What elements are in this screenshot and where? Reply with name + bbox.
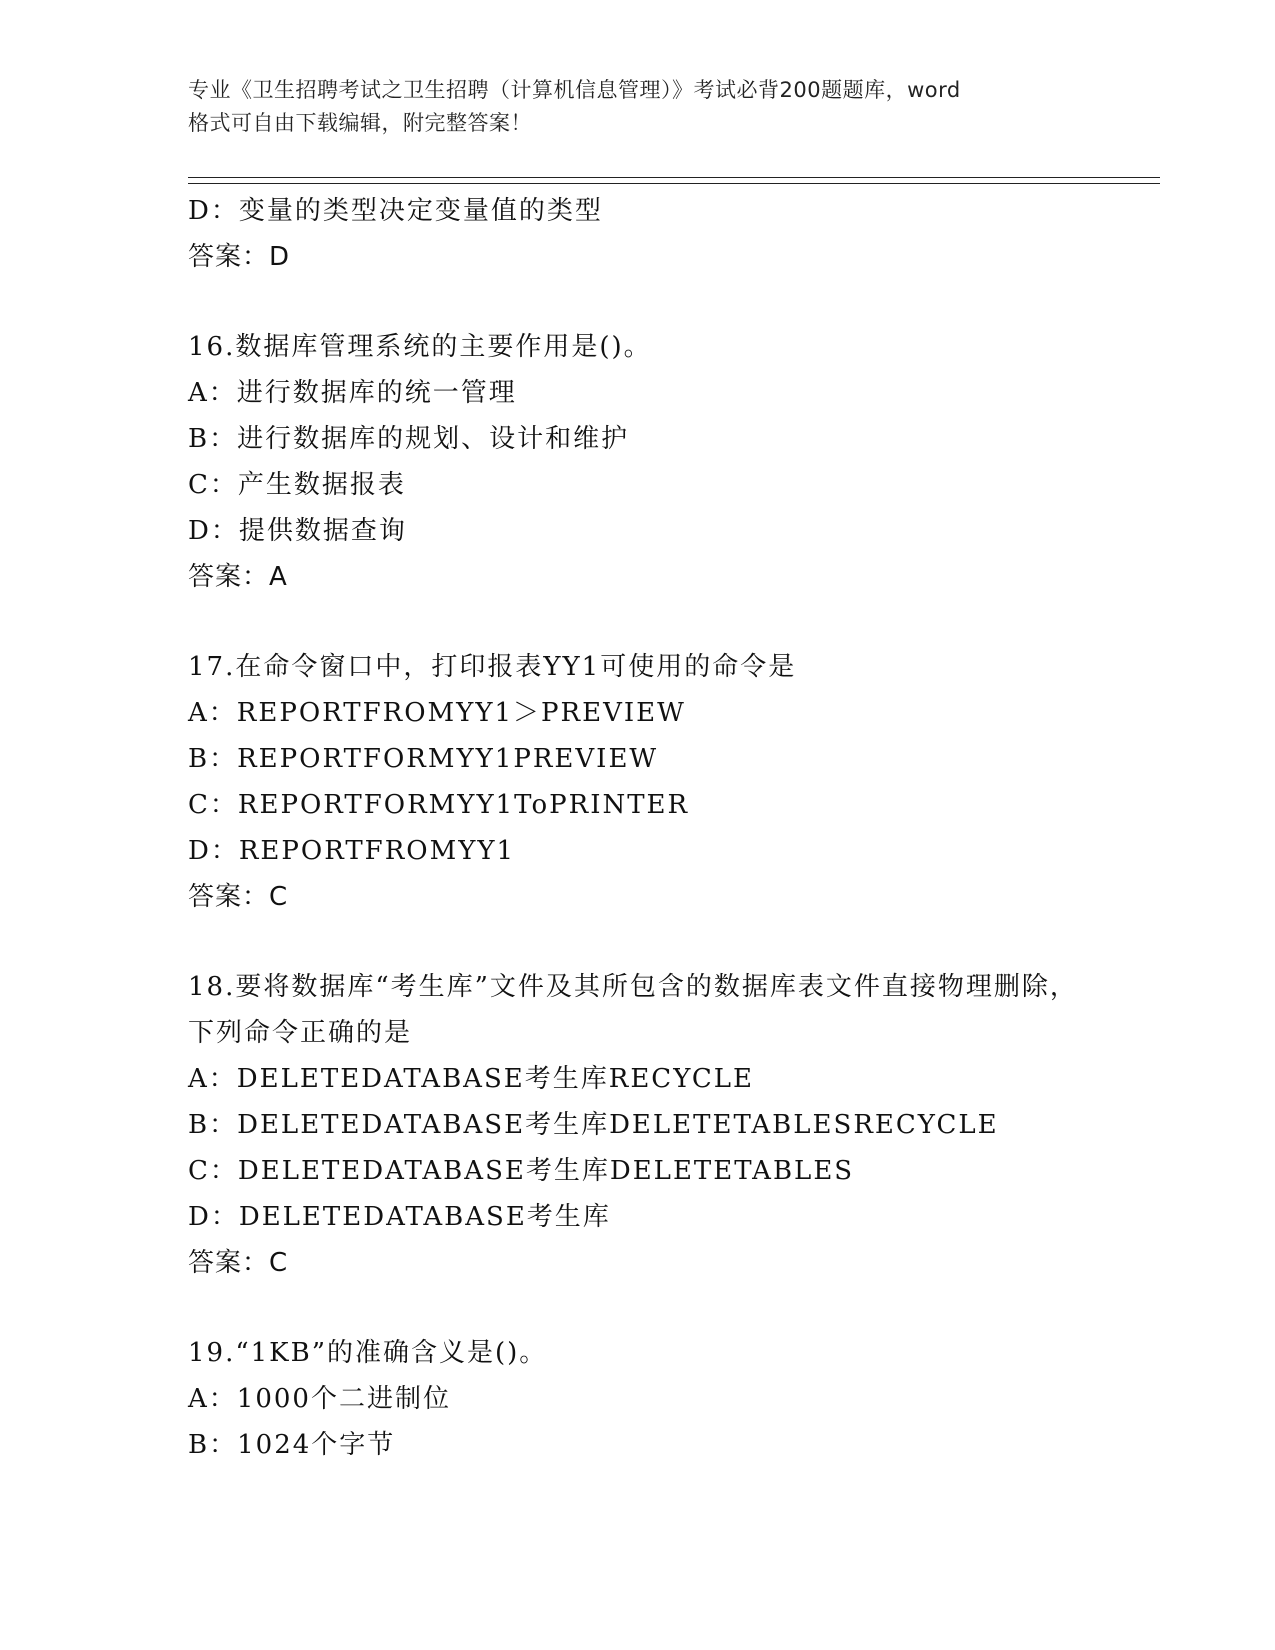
answer: 答案：C <box>188 882 289 912</box>
option-c: C：产生数据报表 <box>188 470 406 500</box>
option-c: C：DELETEDATABASE考生库DELETETABLES <box>188 1156 855 1186</box>
document-header <box>188 74 1088 140</box>
option-a: A：1000个二进制位 <box>188 1384 451 1414</box>
answer: 答案：A <box>188 562 288 592</box>
header-title-line-2: 格式可自由下载编辑，附完整答案！ <box>188 111 532 135</box>
header-title-line-1: 专业《卫生招聘考试之卫生招聘（计算机信息管理）》考试必背200题题库，word <box>188 78 961 102</box>
option-a: A：REPORTFROMYY1＞PREVIEW <box>188 698 686 728</box>
option-a: A：DELETEDATABASE考生库RECYCLE <box>188 1064 755 1094</box>
question-stem: 17.在命令窗口中，打印报表YY1可使用的命令是 <box>188 652 797 682</box>
option-b: B：REPORTFORMYY1PREVIEW <box>188 744 659 774</box>
question-19 <box>188 1330 1088 1468</box>
question-stem: 18.要将数据库“考生库”文件及其所包含的数据库表文件直接物理删除，下列命令正确的是 <box>188 972 1078 1048</box>
question-17 <box>188 644 1088 920</box>
header-divider-bottom <box>188 183 1160 184</box>
prev-option-d: D：变量的类型决定变量值的类型 <box>188 196 603 226</box>
question-18 <box>188 964 1088 1286</box>
question-16 <box>188 324 1088 600</box>
option-b: B：1024个字节 <box>188 1430 396 1460</box>
option-d: D：提供数据查询 <box>188 516 407 546</box>
question-stem: 19.“1KB”的准确含义是()。 <box>188 1338 548 1368</box>
prev-answer: 答案：D <box>188 242 291 272</box>
header-divider-top <box>188 177 1160 178</box>
question-content <box>188 188 1088 1468</box>
option-b: B：DELETEDATABASE考生库DELETETABLESRECYCLE <box>188 1110 999 1140</box>
question-stem: 16.数据库管理系统的主要作用是()。 <box>188 332 652 362</box>
option-d: D：REPORTFROMYY1 <box>188 836 516 866</box>
answer: 答案：C <box>188 1248 289 1278</box>
option-d: D：DELETEDATABASE考生库 <box>188 1202 611 1232</box>
option-b: B：进行数据库的规划、设计和维护 <box>188 424 630 454</box>
option-c: C：REPORTFORMYY1ToPRINTER <box>188 790 690 820</box>
option-a: A：进行数据库的统一管理 <box>188 378 517 408</box>
